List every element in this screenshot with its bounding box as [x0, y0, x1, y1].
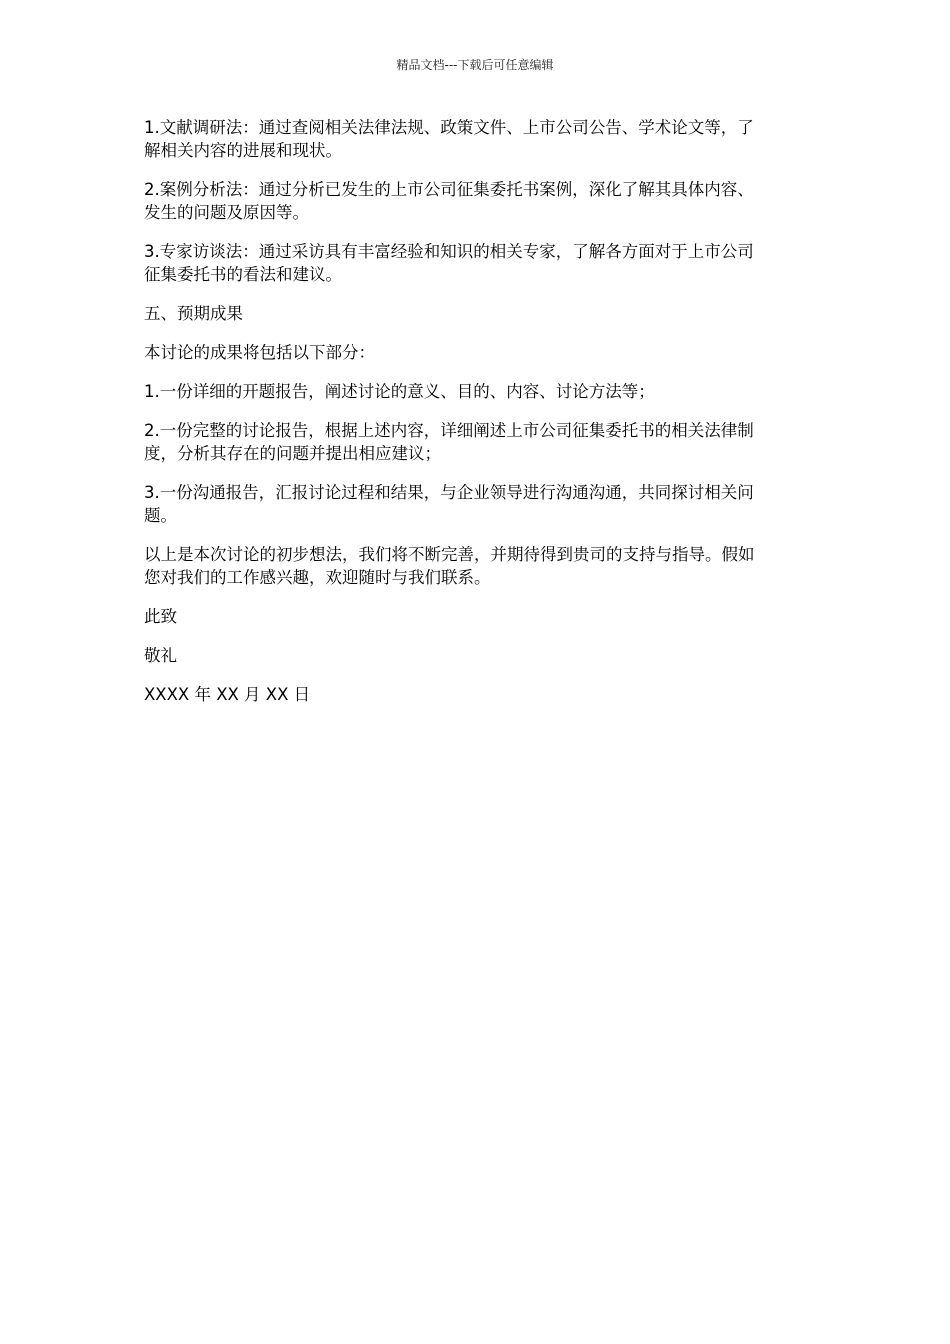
date-line — [144, 683, 796, 706]
paragraph-line: 您对我们的工作感兴趣，欢迎随时与我们联系。 — [144, 568, 491, 587]
paragraph-line: 题。 — [144, 506, 177, 525]
method-expert-paragraph — [144, 240, 796, 286]
paragraph-line: 发生的问题及原因等。 — [144, 203, 309, 222]
results-intro-paragraph — [144, 341, 796, 364]
result-item-3 — [144, 481, 796, 527]
salutation-text: 敬礼 — [144, 646, 177, 665]
paragraph-line: 征集委托书的看法和建议。 — [144, 265, 342, 284]
salutation-line-2 — [144, 644, 796, 667]
paragraph-line: 1.文献调研法：通过查阅相关法律法规、政策文件、上市公司公告、学术论文等，了 — [144, 118, 754, 137]
paragraph-line: 以上是本次讨论的初步想法，我们将不断完善，并期待得到贵司的支持与指导。假如 — [144, 545, 755, 564]
section-heading — [144, 302, 796, 325]
result-item-2 — [144, 419, 796, 465]
paragraph-line: 3.专家访谈法：通过采访具有丰富经验和知识的相关专家，了解各方面对于上市公司 — [144, 242, 754, 261]
method-case-paragraph — [144, 178, 796, 224]
heading-text: 五、预期成果 — [144, 304, 243, 323]
closing-paragraph — [144, 543, 796, 589]
result-item-1 — [144, 380, 796, 403]
salutation-text: 此致 — [144, 607, 177, 626]
document-body — [144, 116, 796, 722]
paragraph-line: 解相关内容的进展和现状。 — [144, 141, 342, 160]
method-literature-paragraph — [144, 116, 796, 162]
paragraph-line: 本讨论的成果将包括以下部分： — [144, 343, 375, 362]
paragraph-line: 度，分析其存在的问题并提出相应建议； — [144, 444, 441, 463]
salutation-line-1 — [144, 605, 796, 628]
date-text: XXXX 年 XX 月 XX 日 — [144, 685, 311, 704]
paragraph-line: 2.一份完整的讨论报告，根据上述内容，详细阐述上市公司征集委托书的相关法律制 — [144, 421, 754, 440]
paragraph-line: 2.案例分析法：通过分析已发生的上市公司征集委托书案例，深化了解其具体内容、 — [144, 180, 754, 199]
paragraph-line: 1.一份详细的开题报告，阐述讨论的意义、目的、内容、讨论方法等； — [144, 382, 655, 401]
paragraph-line: 3.一份沟通报告，汇报讨论过程和结果，与企业领导进行沟通沟通，共同探讨相关问 — [144, 483, 754, 502]
page-header: 精品文档---下载后可任意编辑 — [396, 58, 554, 72]
